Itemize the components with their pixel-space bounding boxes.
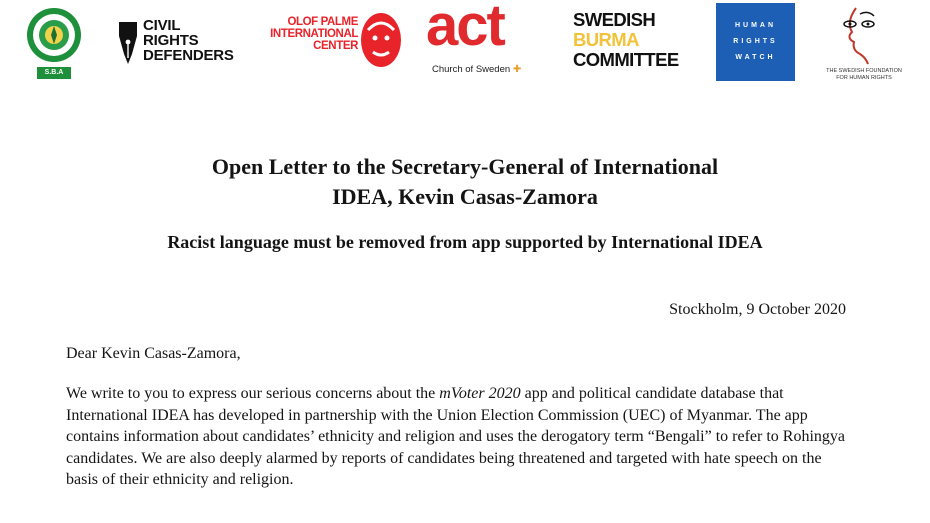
sfhr-line-1: THE SWEDISH FOUNDATION (826, 68, 902, 74)
body-text-start: We write to you to express our serious concerns about the (66, 385, 440, 402)
human-rights-watch-logo (716, 3, 795, 81)
body-text-rest: app and political candidate database that International IDEA has developed in partnership with the Union Election Commission (UEC) of Myanmar. The app contains information about candidates’ ethnicity and religion and uses the derogatory term “Bengali” to refer to Rohingya candidates. We are also deeply alarmed by reports of candidates being threatened and targeted with hate speech on the basis of their ethnicity and religion. (66, 385, 846, 488)
crd-line-3: DEFENDERS (143, 47, 234, 64)
sbc-line-2: BURMA (573, 29, 639, 50)
sba-label: S.B.A (37, 67, 71, 79)
cross-icon: ✚ (512, 64, 522, 75)
opic-line-2: INTERNATIONAL (270, 28, 358, 40)
sbc-line-3: COMMITTEE (573, 49, 679, 70)
dateline: Stockholm, 9 October 2020 (669, 301, 846, 318)
sfhr-line-2: FOR HUMAN RIGHTS (836, 75, 892, 81)
letter-title-line-2: IDEA, Kevin Casas-Zamora (332, 184, 598, 209)
palme-portrait-icon (358, 10, 404, 70)
opic-line-3: CENTER (313, 40, 358, 52)
swedish-foundation-human-rights-logo (816, 2, 912, 86)
act-church-of-sweden-logo (426, 0, 538, 80)
olof-palme-center-logo (254, 10, 404, 72)
letter-title (0, 152, 930, 212)
app-name: mVoter 2020 (439, 385, 521, 402)
logo-bar (0, 0, 930, 90)
face-profile-icon (816, 2, 912, 66)
pen-nib-icon (116, 20, 140, 66)
act-wordmark: act (426, 0, 504, 58)
hrw-line-3: WATCH (735, 54, 776, 61)
sbc-line-1: SWEDISH (573, 9, 656, 30)
opic-line-1: OLOF PALME (287, 16, 358, 28)
act-subtitle: Church of Sweden (432, 64, 511, 75)
hrw-line-2: RIGHTS (733, 38, 778, 45)
salutation: Dear Kevin Casas-Zamora, (66, 345, 241, 362)
crd-line-1: CIVIL (143, 17, 181, 34)
letter-title-line-1: Open Letter to the Secretary-General of International (211, 154, 719, 179)
civil-rights-defenders-logo (116, 18, 246, 68)
crd-line-2: RIGHTS (143, 32, 199, 49)
letter-body-paragraph (66, 383, 856, 491)
letter-subtitle: Racist language must be removed from app supported by International IDEA (167, 232, 763, 252)
sba-seal-icon (24, 4, 84, 70)
swedish-burma-committee-logo (573, 10, 683, 78)
sba-logo (24, 4, 84, 82)
hrw-line-1: HUMAN (734, 22, 777, 29)
